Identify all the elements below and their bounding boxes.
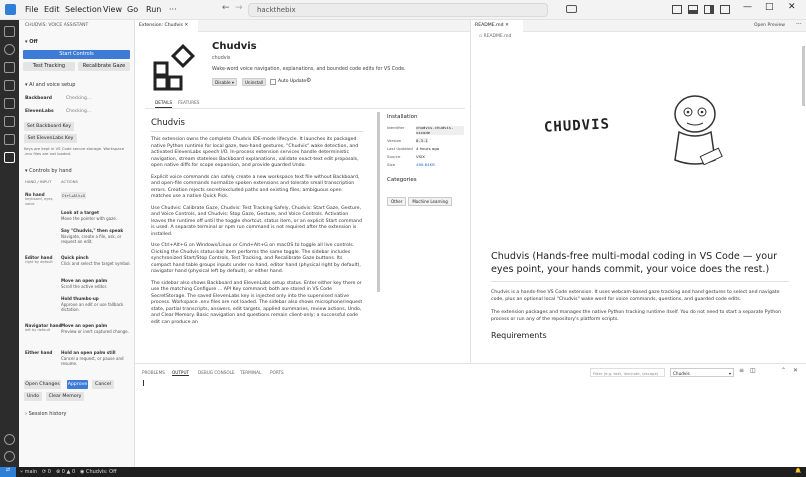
action-title: Hold thumbs-up bbox=[61, 296, 99, 301]
info-value[interactable]: 488.64KB bbox=[416, 162, 435, 168]
auto-update-checkbox[interactable] bbox=[270, 79, 276, 85]
output-channel-select[interactable]: Chudvis ▾ bbox=[670, 368, 734, 377]
disable-button[interactable]: Disable ▾ bbox=[212, 78, 237, 86]
uninstall-button[interactable]: Uninstall bbox=[242, 78, 266, 86]
notifications-icon[interactable]: 🔔 bbox=[795, 468, 802, 474]
tab-features[interactable]: FEATURES bbox=[178, 100, 200, 105]
tab-terminal[interactable]: TERMINAL bbox=[240, 370, 262, 375]
maximize-icon[interactable]: □ bbox=[765, 2, 774, 12]
backboard-label: Backboard bbox=[25, 96, 52, 101]
remote-icon[interactable] bbox=[4, 134, 15, 145]
details-paragraph: The sidebar also shows Backboard and ElevenLabs setup status. Enter either key there or use the matching Configure ... API Key command; both are stored in VS Code SecretStorage. The saved ElevenLabs key is injected only into the supervised native process. Workspace .env files are not loaded. The sidebar also shows microphone/request state, partial transcripts, answers, edit targets, applied summaries, review actions, Undo, and Clear Memory. Basic navigation and questions remain client-only; a successful code edit can produce an bbox=[151, 280, 363, 325]
elevenlabs-status: Checking... bbox=[66, 109, 92, 114]
action-title: Hold an open palm still bbox=[61, 350, 116, 355]
tab-extension-chudvis[interactable]: Extension: Chudvis ✕ bbox=[135, 20, 198, 32]
more-actions-icon[interactable]: ··· bbox=[796, 21, 802, 28]
explorer-icon[interactable] bbox=[4, 26, 15, 37]
hand-label: Editor hand bbox=[25, 255, 53, 260]
maximize-panel-icon[interactable]: ⌃ bbox=[781, 367, 787, 374]
sidebar-title: CHUDVIS: VOICE ASSISTANT bbox=[25, 23, 89, 28]
menu-go[interactable]: Go bbox=[127, 5, 139, 14]
info-value: VSIX bbox=[416, 154, 425, 160]
action-desc: Navigate, create a file, ask, or request an edit. bbox=[61, 234, 122, 244]
back-arrow-icon[interactable]: ← bbox=[222, 3, 230, 13]
action-desc: Click and select the target symbol. bbox=[61, 261, 131, 266]
account-icon[interactable] bbox=[4, 434, 15, 445]
close-window-icon[interactable]: ✕ bbox=[788, 2, 796, 12]
undo-button[interactable]: Undo bbox=[24, 392, 42, 401]
hand-sublabel: left by default bbox=[25, 328, 51, 332]
action-desc: Preview or inert captured change. bbox=[61, 329, 129, 334]
info-key: Source bbox=[387, 154, 401, 160]
tab-debug-console[interactable]: DEBUG CONSOLE bbox=[198, 370, 235, 375]
readme-section-heading: Requirements bbox=[491, 331, 547, 341]
readme-logo-text: CHUDVIS bbox=[543, 116, 611, 136]
command-search[interactable]: hackthebix bbox=[248, 3, 548, 17]
minimize-icon[interactable]: — bbox=[743, 2, 752, 12]
hand-label: No hand bbox=[25, 192, 45, 197]
layout-secondary-icon[interactable] bbox=[704, 5, 714, 14]
remote-indicator[interactable]: ⇄ bbox=[0, 467, 16, 477]
tab-readme[interactable]: README.md ✕ bbox=[471, 20, 523, 32]
close-tab-icon[interactable]: ✕ bbox=[504, 23, 509, 28]
readme-title: Chudvis (Hands-free multi-modal coding in VS Code — your eyes point, your hands commit, your voice does the rest.) bbox=[491, 251, 789, 282]
mascot-illustration bbox=[661, 90, 729, 172]
details-paragraph: Use Ctrl+Alt+G on Windows/Linux or Cmd+Alt+G on macOS to toggle all live controls. Clicking the Chudvis status-bar item performs the same toggle. The sidebar includes synchronized Start/Stop Controls, Test Tracking, and Recalibrate Gaze buttons. Its compact hand table groups inputs under no hand, editor hand (physical right by default), navigator hand (physical left by default), or either hand. bbox=[151, 243, 361, 274]
extension-publisher[interactable]: chudvis bbox=[212, 56, 231, 61]
chudvis-status[interactable]: ◉ Chudvis: Off bbox=[80, 469, 117, 475]
details-heading: Chudvis bbox=[151, 118, 363, 132]
editor-tabbar-right bbox=[470, 20, 806, 32]
problems-status[interactable]: ⊗ 0 ▲ 0 bbox=[56, 469, 76, 475]
menu-view[interactable]: View bbox=[103, 5, 122, 14]
extension-name: Chudvis bbox=[212, 41, 257, 52]
readme-content bbox=[491, 251, 789, 340]
output-cursor bbox=[143, 380, 144, 386]
extension-description: Wake-word voice navigation, explanations, and bounded code edits for VS Code. bbox=[212, 67, 406, 72]
details-scrollbar[interactable] bbox=[377, 112, 380, 292]
installation-heading: Installation bbox=[387, 114, 418, 120]
menu-selection[interactable]: Selection bbox=[65, 5, 102, 14]
shortcut-keys: Ctrl+Alt+G bbox=[62, 193, 85, 198]
test-tracking-button[interactable]: Test Tracking bbox=[23, 62, 75, 71]
lock-scroll-icon[interactable]: ◫ bbox=[750, 367, 756, 374]
info-value: 4 hours ago bbox=[416, 146, 440, 152]
info-key: Size bbox=[387, 162, 395, 168]
vscode-logo bbox=[5, 4, 16, 15]
readme-paragraph: The extension packages and manages the native Python tracking runtime itself. You do not need to start a separate Python process or run any of the repository's platform scripts. bbox=[491, 310, 782, 322]
info-value: 0.3.1 bbox=[416, 138, 428, 144]
category-tag[interactable]: Machine Learning bbox=[408, 197, 451, 206]
hand-sublabel: keyboard, eyes, voice bbox=[25, 197, 54, 206]
action-title: Move an open palm bbox=[61, 278, 108, 283]
editor-tabbar-left bbox=[135, 20, 470, 32]
hand-sublabel: right by default bbox=[25, 260, 53, 264]
elevenlabs-label: ElevenLabs bbox=[25, 109, 54, 114]
installation-panel bbox=[387, 114, 467, 207]
layout-panel-icon[interactable] bbox=[688, 5, 698, 14]
set-backboard-key-button[interactable]: Set Backboard Key bbox=[24, 122, 74, 131]
recalibrate-gaze-button[interactable]: Recalibrate Gaze bbox=[78, 62, 130, 71]
close-tab-icon[interactable]: ✕ bbox=[184, 23, 189, 28]
extensions-icon[interactable] bbox=[4, 98, 15, 109]
settings-gear-icon[interactable]: ⚙ bbox=[306, 77, 312, 84]
action-desc: Approve an edit or use fallback dictation. bbox=[61, 302, 124, 312]
keys-note: Keys are kept in VS Code secure storage. Workspace .env files are not loaded. bbox=[24, 146, 125, 156]
settings-gear-icon[interactable] bbox=[4, 451, 15, 462]
readme-paragraph: Chudvis is a hands-free VS Code extension. It uses webcam-based gaze tracking and hand gestures to select and navigate code, plus an optional local "Chudvis" wake word for voice commands, questions, and guarded code edits. bbox=[491, 290, 780, 302]
tab-ports[interactable]: PORTS bbox=[270, 370, 284, 375]
bottom-panel bbox=[135, 363, 806, 467]
off-section-header[interactable]: ▾ Off bbox=[25, 39, 38, 45]
extension-detail bbox=[135, 32, 470, 362]
tab-problems[interactable]: PROBLEMS bbox=[142, 370, 165, 375]
status-bar bbox=[0, 467, 806, 477]
search-icon[interactable] bbox=[4, 44, 15, 55]
copilot-icon[interactable] bbox=[566, 5, 577, 13]
title-bar bbox=[0, 0, 806, 20]
action-desc: Cancel a request, or pause and resume. bbox=[61, 356, 124, 366]
category-tag[interactable]: Other bbox=[387, 197, 406, 206]
details-paragraph: Explicit voice commands can safely create a new workspace text file without Backboard, and open-file commands normalize spoken extensions and tolerate small transcription errors. Creation rejects secret/excluded paths and existing files; ambiguous open matches use a native Quick Pick. bbox=[151, 174, 360, 199]
hand-label: Navigator hand bbox=[25, 323, 62, 328]
details-paragraph: Use Chudvis: Calibrate Gaze, Chudvis: Test Tracking Safely, Chudvis: Start Gaze, Gesture, and Voice Controls, and Chudvis: Stop Gaze, Gesture, and Voice Controls. Activation leaves the runtime off until the toggle shortcut, status item, or an explicit Start command is used. A separate terminal or npm run command is not required after the extension is installed. bbox=[151, 205, 362, 237]
readme-scrollbar[interactable] bbox=[802, 46, 805, 106]
action-title: Quick pinch bbox=[61, 255, 89, 260]
forward-arrow-icon[interactable]: → bbox=[235, 3, 243, 13]
menu-edit[interactable]: Edit bbox=[44, 5, 60, 14]
backboard-status: Checking... bbox=[66, 96, 92, 101]
activity-bar bbox=[0, 20, 19, 467]
action-title: Look at a target bbox=[61, 210, 99, 215]
layout-sidebar-icon[interactable] bbox=[672, 5, 682, 14]
open-preview-button[interactable]: Open Preview bbox=[754, 23, 785, 28]
menu-run[interactable]: Run bbox=[146, 5, 162, 14]
open-changes-button[interactable]: Open Changes bbox=[25, 382, 60, 387]
clear-memory-button[interactable]: Clear Memory bbox=[46, 392, 84, 401]
action-desc: Move the pointer with gaze. bbox=[61, 216, 117, 221]
info-value: chudvis.chudvis-vscode bbox=[416, 126, 464, 135]
col-hand-input: HAND / INPUT bbox=[25, 179, 52, 184]
tab-details[interactable]: DETAILS bbox=[155, 100, 172, 108]
menu-file[interactable]: File bbox=[25, 5, 39, 14]
details-paragraph: This extension owns the complete Chudvis IDE-mode lifecycle. It launches its packaged native Python runtime for local gaze, two-hand gestures, "Chudvis" wake detection, and activated ElevenLabs speech I/O. In-process extension services handle deterministic navigation, stream stateless Backboard explanations, validate exact-text edit proposals, open native diffs for scope expansion, and provide guarded Undo. bbox=[151, 137, 359, 168]
customize-layout-icon[interactable] bbox=[720, 5, 730, 14]
tab-output[interactable]: OUTPUT bbox=[172, 370, 190, 375]
hand-label: Either hand bbox=[25, 350, 53, 355]
action-title: Move an open palm bbox=[61, 323, 108, 328]
details-content bbox=[151, 118, 363, 326]
close-panel-icon[interactable]: ✕ bbox=[793, 367, 799, 374]
source-control-icon[interactable] bbox=[4, 62, 15, 73]
readme-preview bbox=[470, 32, 806, 362]
chudvis-icon[interactable] bbox=[4, 152, 15, 163]
action-desc: Scroll the active editor. bbox=[61, 284, 108, 289]
auto-update-label: Auto Update bbox=[278, 79, 307, 84]
action-title: Say "Chudvis," then speak bbox=[61, 228, 124, 233]
categories-heading: Categories bbox=[387, 177, 417, 184]
info-key: Identifier bbox=[387, 125, 405, 130]
extension-logo bbox=[152, 44, 200, 92]
set-elevenlabs-key-button[interactable]: Set ElevenLabs Key bbox=[24, 134, 77, 143]
chudvis-sidebar bbox=[19, 20, 135, 467]
clear-output-icon[interactable]: ≡ bbox=[739, 367, 745, 374]
cancel-button[interactable]: Cancel bbox=[92, 380, 114, 389]
col-actions: ACTIONS bbox=[61, 179, 78, 184]
ai-voice-setup-header[interactable]: ▾ AI and voice setup bbox=[25, 82, 76, 88]
info-key: Version bbox=[387, 138, 402, 144]
start-controls-button[interactable]: Start Controls bbox=[23, 50, 130, 59]
sync-status[interactable]: ⟳ 0 bbox=[42, 469, 51, 475]
session-history-header[interactable]: › Session history bbox=[25, 411, 67, 417]
breadcrumb[interactable]: ▫ README.md bbox=[479, 34, 512, 39]
menu-more[interactable]: ··· bbox=[169, 5, 177, 14]
output-filter-input[interactable]: Filter (e.g. text, !exclude, \escape) bbox=[590, 368, 665, 377]
controls-by-hand-header[interactable]: ▾ Controls by hand bbox=[25, 168, 72, 174]
testing-icon[interactable] bbox=[4, 116, 15, 127]
branch-status[interactable]: ⑂ main bbox=[20, 469, 38, 475]
info-key: Last Updated bbox=[387, 146, 413, 152]
run-debug-icon[interactable] bbox=[4, 80, 15, 91]
approve-button[interactable]: Approve bbox=[67, 382, 88, 387]
